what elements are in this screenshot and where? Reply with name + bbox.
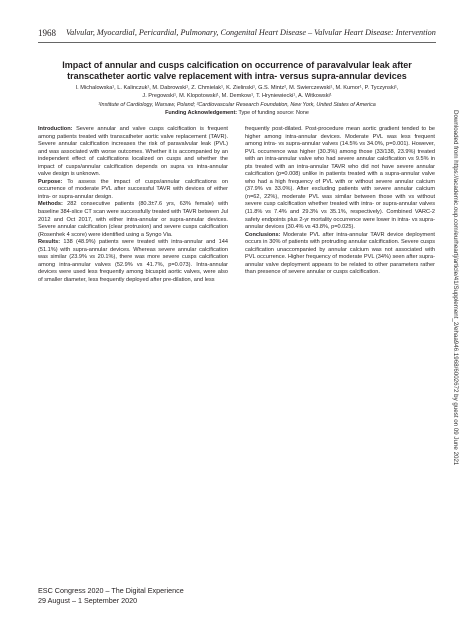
- results-text-right: frequently post-dilated. Post-procedure mean aortic gradient tended to be higher among intra-annular devices. Moderate PVL was less frequent among intra- vs supra-annular valves (14.5% vs 34.0%, p=0.001). However, PVL occurrence was higher (30.3%) among those (33/138, 23.9%) treated with an intra-annular valve who had severe annular calcification vs 9.5% in pts treated with an intra-annular TAVR who did not have severe annular calcification (p=0.008) unlike in patients treated with a supra-annular valve who had a high frequency of PVL with or without severe annular calcium (37.9% vs 33.0%). After excluding patients with severe annular calcium (n=62, 22%), moderate PVL was similar between those with vs without severe cusp calcification whether treated with intra- or supra-annular valves (11.8% vs 7.4% and 29.3% vs 35.1%, respectively). Combined VARC-2 safety endpoints plus 2-yr mortality occurrence were lower in intra- vs supra-annular devices (30.4% vs 43.8%, p=0.025).: [245, 126, 435, 231]
- purpose-label: Purpose:: [38, 178, 63, 185]
- download-watermark: Downloaded from https://academic.oup.com/eurheartj/article/41/Supplement_2/ehaa946.1968/6002672 by guest on 09 June 2021: [452, 110, 459, 466]
- methods-label: Methods:: [38, 201, 63, 208]
- purpose-text: To assess the impact of cusps/annular calcifications on occurrence of moderate PVL after successful TAVR with devices of either intra- or supra-annular design.: [38, 178, 228, 200]
- conclusions-paragraph: [245, 232, 435, 277]
- footer-dates: 29 August – 1 September 2020: [38, 595, 138, 605]
- introduction-label: Introduction:: [38, 126, 73, 132]
- page-header: [38, 28, 436, 42]
- abstract-right-column: [245, 126, 435, 277]
- page-footer: [38, 586, 184, 605]
- authors-line-2: J. Pregowski¹, M. Klopotowski¹, M. Demkow¹, T. Hryniewiecki¹, A. Witkowski¹: [142, 93, 332, 100]
- funding-acknowledgement: [45, 109, 429, 117]
- results-continued-paragraph: [245, 126, 435, 232]
- journal-section-line: Valvular, Myocardial, Pericardial, Pulmonary, Congenital Heart Disease – Valvular Heart Disease: Intervention: [66, 28, 436, 37]
- results-label: Results:: [38, 239, 61, 246]
- results-paragraph: [38, 239, 228, 284]
- article-title: Impact of annular and cusps calcification on occurrence of paravalvular leak after transcatheter aortic valve replacement with intra- versus supra-annular devices: [62, 60, 412, 81]
- authors-line-1: I. Michalowska¹, L. Kalinczuk¹, M. Dabrowski¹, Z. Chmielak¹, K. Zielinski¹, G.S. Mintz², M. Swierczewski¹, M. Kumor¹, P. Tyczynski¹,: [75, 85, 399, 91]
- conclusions-text: Moderate PVL after intra-annular TAVR device deployment occurs in 30% of patients with protruding annular calcification. Severe cusps calcification unaccompanied by annular calcium was not associated with PVL occurrence. Higher frequency of moderate PVL (34%) seen after supra-annular valve deployment appears to be related to other parameters rather than presence of severe annular or cusps calcification.: [245, 231, 435, 276]
- abstract-left-column: [38, 126, 228, 284]
- header-rule: [38, 42, 436, 43]
- funding-label: Funding Acknowledgement:: [165, 110, 238, 116]
- results-text-left: 138 (48.9%) patients were treated with intra-annular and 144 (51.1%) with supra-annular devices. Whereas severe annular calcification was similar (23.9% vs 20.1%), there was more severe cusps calcification among intra-annular valves (52.9% vs 41.7%, p=0.073). Intra-annular devices were used less frequently among bicuspid aortic valves, were also of smaller diameter, less frequently deployed after pre-dilation, and less: [38, 239, 228, 283]
- footer-congress: ESC Congress 2020 – The Digital Experience: [38, 586, 184, 595]
- purpose-paragraph: [38, 179, 228, 202]
- methods-text: 282 consecutive patients (80.3±7.6 yrs, 63% female) with baseline 384-slice CT scan were successfully treated with TAVR between Jul 2012 and Oct 2017, with either intra-annular or supra-annular devices. Severe annular calcification (clear protrusion) and severe cusps calcification (Rosenhek 4 score) were identified using a Syngo Via.: [38, 201, 228, 238]
- conclusions-label: Conclusions:: [245, 231, 281, 238]
- introduction-text: Severe annular and valve cusps calcification is frequent among patients treated with transcatheter aortic valve replacement (TAVR). Severe annular calcification increases the risk of paravalvular leak (PVL) and was associated with worse outcomes. Whether it is accompanied by an independent effect of calcifications localized on cusps and whether the impact of cusps/annular calcification depends on supra vs intra-annular valve design is unknown.: [38, 126, 228, 178]
- affiliations: ¹Institute of Cardiology, Warsaw, Poland; ²Cardiovascular Research Foundation, New York, United States of America: [98, 102, 376, 108]
- page-number: 1968: [38, 28, 56, 38]
- funding-text: Type of funding source: None: [237, 110, 309, 116]
- methods-paragraph: [38, 201, 228, 239]
- author-list: [45, 84, 429, 101]
- introduction-paragraph: [38, 126, 228, 179]
